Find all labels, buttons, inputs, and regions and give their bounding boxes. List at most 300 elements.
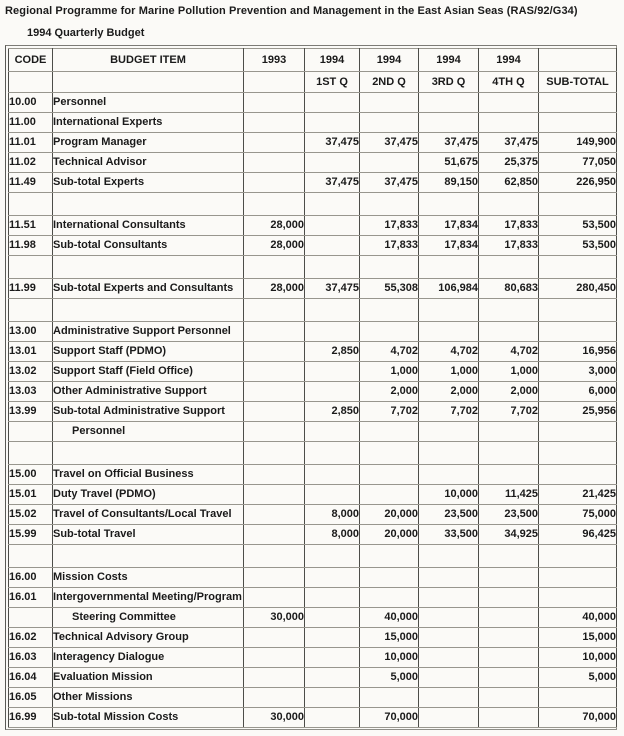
code-cell: 16.03 xyxy=(9,648,53,668)
subtotal-cell: 53,500 xyxy=(539,216,617,236)
value-q2-cell xyxy=(360,299,419,322)
value-q1-cell: 37,475 xyxy=(305,133,360,153)
table-row xyxy=(9,688,617,708)
header-row xyxy=(9,72,617,93)
column-header: 1993 xyxy=(244,49,305,72)
item-cell: Administrative Support Personnel xyxy=(53,322,244,342)
subtotal-cell xyxy=(539,299,617,322)
spacer-row xyxy=(9,193,617,216)
value-q2-cell xyxy=(360,588,419,608)
code-cell: 16.02 xyxy=(9,628,53,648)
code-cell: 11.98 xyxy=(9,236,53,256)
value-q3-cell xyxy=(419,588,479,608)
subtotal-cell: 226,950 xyxy=(539,173,617,193)
value-q1-cell xyxy=(305,708,360,728)
value-q4-cell: 2,000 xyxy=(479,382,539,402)
table-row xyxy=(9,342,617,362)
value-q2-cell: 1,000 xyxy=(360,362,419,382)
value-q1-cell: 37,475 xyxy=(305,173,360,193)
value-q2-cell: 15,000 xyxy=(360,628,419,648)
value-q3-cell xyxy=(419,465,479,485)
value-1993-cell xyxy=(244,342,305,362)
table-row xyxy=(9,708,617,728)
subtotal-cell: 53,500 xyxy=(539,236,617,256)
value-q4-cell: 37,475 xyxy=(479,133,539,153)
subtotal-cell xyxy=(539,588,617,608)
item-cell: Program Manager xyxy=(53,133,244,153)
column-header xyxy=(244,72,305,93)
value-q1-cell xyxy=(305,362,360,382)
value-q4-cell: 7,702 xyxy=(479,402,539,422)
code-cell xyxy=(9,545,53,568)
item-cell xyxy=(53,193,244,216)
value-q1-cell xyxy=(305,628,360,648)
value-q2-cell xyxy=(360,113,419,133)
item-cell xyxy=(53,299,244,322)
subtotal-cell: 25,956 xyxy=(539,402,617,422)
value-1993-cell xyxy=(244,362,305,382)
value-q4-cell xyxy=(479,628,539,648)
code-cell: 16.00 xyxy=(9,568,53,588)
column-header: SUB-TOTAL xyxy=(539,72,617,93)
value-q3-cell: 4,702 xyxy=(419,342,479,362)
code-cell: 11.02 xyxy=(9,153,53,173)
item-cell: Mission Costs xyxy=(53,568,244,588)
subtotal-cell xyxy=(539,688,617,708)
value-q2-cell xyxy=(360,465,419,485)
column-header: BUDGET ITEM xyxy=(53,49,244,72)
value-q1-cell xyxy=(305,648,360,668)
value-q1-cell xyxy=(305,688,360,708)
table-row xyxy=(9,362,617,382)
code-cell: 11.51 xyxy=(9,216,53,236)
value-q3-cell xyxy=(419,442,479,465)
value-q1-cell xyxy=(305,236,360,256)
code-cell: 15.99 xyxy=(9,525,53,545)
value-q4-cell xyxy=(479,422,539,442)
value-q4-cell xyxy=(479,322,539,342)
table-row xyxy=(9,322,617,342)
table-row xyxy=(9,173,617,193)
code-cell: 11.49 xyxy=(9,173,53,193)
value-q3-cell xyxy=(419,322,479,342)
spacer-row xyxy=(9,545,617,568)
subtotal-cell xyxy=(539,568,617,588)
code-cell: 11.99 xyxy=(9,279,53,299)
table-row xyxy=(9,93,617,113)
column-header: 3RD Q xyxy=(419,72,479,93)
table-row xyxy=(9,402,617,422)
value-q3-cell xyxy=(419,608,479,628)
value-q4-cell xyxy=(479,442,539,465)
item-cell: Travel of Consultants/Local Travel xyxy=(53,505,244,525)
column-header: 2ND Q xyxy=(360,72,419,93)
table-row xyxy=(9,153,617,173)
code-cell: 16.04 xyxy=(9,668,53,688)
value-q1-cell xyxy=(305,216,360,236)
value-q1-cell xyxy=(305,382,360,402)
table-row xyxy=(9,465,617,485)
item-cell: Other Administrative Support xyxy=(53,382,244,402)
table-head xyxy=(9,49,617,93)
value-q3-cell xyxy=(419,628,479,648)
value-q3-cell: 1,000 xyxy=(419,362,479,382)
budget-table-frame xyxy=(5,45,617,730)
value-1993-cell: 30,000 xyxy=(244,608,305,628)
value-q1-cell: 8,000 xyxy=(305,525,360,545)
value-q2-cell: 17,833 xyxy=(360,216,419,236)
value-q4-cell: 34,925 xyxy=(479,525,539,545)
value-q1-cell xyxy=(305,113,360,133)
code-cell: 13.03 xyxy=(9,382,53,402)
table-row xyxy=(9,279,617,299)
value-1993-cell xyxy=(244,628,305,648)
table-row xyxy=(9,608,617,628)
document-title: Regional Programme for Marine Pollution Prevention and Management in the East Asian Seas (RAS/92/G34) xyxy=(5,5,578,17)
spacer-row xyxy=(9,442,617,465)
code-cell xyxy=(9,299,53,322)
value-1993-cell xyxy=(244,422,305,442)
value-q3-cell: 17,834 xyxy=(419,236,479,256)
value-q2-cell xyxy=(360,485,419,505)
value-q1-cell: 2,850 xyxy=(305,342,360,362)
value-1993-cell xyxy=(244,402,305,422)
value-q4-cell xyxy=(479,93,539,113)
value-q2-cell: 4,702 xyxy=(360,342,419,362)
value-q4-cell: 17,833 xyxy=(479,236,539,256)
code-cell xyxy=(9,422,53,442)
value-q4-cell xyxy=(479,193,539,216)
value-q2-cell: 10,000 xyxy=(360,648,419,668)
value-1993-cell xyxy=(244,442,305,465)
value-q3-cell xyxy=(419,545,479,568)
value-1993-cell xyxy=(244,485,305,505)
code-cell: 13.99 xyxy=(9,402,53,422)
table-row xyxy=(9,525,617,545)
item-cell: Technical Advisory Group xyxy=(53,628,244,648)
value-q4-cell: 17,833 xyxy=(479,216,539,236)
subtotal-cell: 96,425 xyxy=(539,525,617,545)
item-cell: Sub-total Travel xyxy=(53,525,244,545)
table-row xyxy=(9,236,617,256)
value-q3-cell xyxy=(419,422,479,442)
table-row xyxy=(9,485,617,505)
value-1993-cell xyxy=(244,505,305,525)
column-header xyxy=(53,72,244,93)
value-q4-cell: 25,375 xyxy=(479,153,539,173)
value-q3-cell xyxy=(419,113,479,133)
value-q1-cell xyxy=(305,588,360,608)
value-q1-cell: 37,475 xyxy=(305,279,360,299)
value-1993-cell xyxy=(244,648,305,668)
value-q1-cell xyxy=(305,299,360,322)
value-1993-cell xyxy=(244,256,305,279)
value-1993-cell xyxy=(244,465,305,485)
item-cell: Support Staff (PDMO) xyxy=(53,342,244,362)
value-q4-cell: 23,500 xyxy=(479,505,539,525)
value-q2-cell: 37,475 xyxy=(360,133,419,153)
value-q1-cell xyxy=(305,322,360,342)
value-1993-cell xyxy=(244,545,305,568)
value-q1-cell xyxy=(305,608,360,628)
value-q3-cell xyxy=(419,568,479,588)
value-q4-cell xyxy=(479,113,539,133)
code-cell: 16.05 xyxy=(9,688,53,708)
value-q4-cell: 11,425 xyxy=(479,485,539,505)
value-1993-cell: 30,000 xyxy=(244,708,305,728)
subtotal-cell: 280,450 xyxy=(539,279,617,299)
item-cell: Intergovernmental Meeting/Program xyxy=(53,588,244,608)
item-cell xyxy=(53,545,244,568)
item-cell: Personnel xyxy=(53,422,244,442)
item-cell: Sub-total Consultants xyxy=(53,236,244,256)
subtotal-cell xyxy=(539,322,617,342)
table-row xyxy=(9,422,617,442)
value-q2-cell xyxy=(360,688,419,708)
table-body xyxy=(9,93,617,728)
value-q4-cell xyxy=(479,256,539,279)
code-cell: 16.01 xyxy=(9,588,53,608)
value-q2-cell: 7,702 xyxy=(360,402,419,422)
column-header: 1994 xyxy=(305,49,360,72)
value-q1-cell xyxy=(305,153,360,173)
value-q1-cell xyxy=(305,465,360,485)
code-cell: 16.99 xyxy=(9,708,53,728)
item-cell: International Experts xyxy=(53,113,244,133)
value-1993-cell xyxy=(244,588,305,608)
value-q1-cell xyxy=(305,485,360,505)
value-1993-cell: 28,000 xyxy=(244,279,305,299)
value-q1-cell xyxy=(305,545,360,568)
value-q2-cell: 17,833 xyxy=(360,236,419,256)
value-q1-cell xyxy=(305,568,360,588)
code-cell: 11.00 xyxy=(9,113,53,133)
table-row xyxy=(9,133,617,153)
table-row xyxy=(9,568,617,588)
table-row xyxy=(9,628,617,648)
value-q2-cell: 20,000 xyxy=(360,505,419,525)
value-1993-cell xyxy=(244,382,305,402)
value-q1-cell xyxy=(305,442,360,465)
value-q3-cell xyxy=(419,299,479,322)
item-cell: Interagency Dialogue xyxy=(53,648,244,668)
value-q3-cell: 89,150 xyxy=(419,173,479,193)
column-header: CODE xyxy=(9,49,53,72)
value-q3-cell: 37,475 xyxy=(419,133,479,153)
code-cell: 13.01 xyxy=(9,342,53,362)
item-cell: Duty Travel (PDMO) xyxy=(53,485,244,505)
item-cell: Steering Committee xyxy=(53,608,244,628)
subtotal-cell: 16,956 xyxy=(539,342,617,362)
subtotal-cell: 21,425 xyxy=(539,485,617,505)
value-q3-cell xyxy=(419,93,479,113)
value-q3-cell: 33,500 xyxy=(419,525,479,545)
value-q4-cell xyxy=(479,299,539,322)
budget-table xyxy=(8,48,617,728)
subtotal-cell xyxy=(539,545,617,568)
subtotal-cell: 77,050 xyxy=(539,153,617,173)
value-1993-cell xyxy=(244,173,305,193)
table-row xyxy=(9,668,617,688)
value-q3-cell xyxy=(419,668,479,688)
value-q3-cell: 2,000 xyxy=(419,382,479,402)
spacer-row xyxy=(9,299,617,322)
code-cell: 10.00 xyxy=(9,93,53,113)
table-row xyxy=(9,505,617,525)
column-header xyxy=(9,72,53,93)
item-cell: Evaluation Mission xyxy=(53,668,244,688)
value-q3-cell xyxy=(419,648,479,668)
value-1993-cell xyxy=(244,153,305,173)
value-q3-cell: 23,500 xyxy=(419,505,479,525)
value-q1-cell xyxy=(305,256,360,279)
value-q2-cell xyxy=(360,545,419,568)
value-1993-cell xyxy=(244,322,305,342)
column-header: 1ST Q xyxy=(305,72,360,93)
value-1993-cell xyxy=(244,193,305,216)
value-q2-cell: 40,000 xyxy=(360,608,419,628)
value-q2-cell xyxy=(360,153,419,173)
subtotal-cell: 15,000 xyxy=(539,628,617,648)
subtotal-cell: 75,000 xyxy=(539,505,617,525)
value-q2-cell xyxy=(360,568,419,588)
subtotal-cell: 10,000 xyxy=(539,648,617,668)
value-q2-cell: 20,000 xyxy=(360,525,419,545)
value-q2-cell: 2,000 xyxy=(360,382,419,402)
item-cell: International Consultants xyxy=(53,216,244,236)
subtotal-cell xyxy=(539,113,617,133)
subtotal-cell: 70,000 xyxy=(539,708,617,728)
value-q2-cell: 5,000 xyxy=(360,668,419,688)
value-q1-cell: 2,850 xyxy=(305,402,360,422)
table-row xyxy=(9,588,617,608)
value-1993-cell xyxy=(244,93,305,113)
value-q1-cell xyxy=(305,193,360,216)
column-header: 4TH Q xyxy=(479,72,539,93)
item-cell: Sub-total Experts xyxy=(53,173,244,193)
document-subtitle: 1994 Quarterly Budget xyxy=(27,27,145,39)
value-q3-cell: 17,834 xyxy=(419,216,479,236)
subtotal-cell xyxy=(539,256,617,279)
column-header: 1994 xyxy=(360,49,419,72)
value-q2-cell: 37,475 xyxy=(360,173,419,193)
subtotal-cell xyxy=(539,193,617,216)
subtotal-cell: 5,000 xyxy=(539,668,617,688)
value-q2-cell: 55,308 xyxy=(360,279,419,299)
subtotal-cell: 3,000 xyxy=(539,362,617,382)
value-q4-cell xyxy=(479,568,539,588)
value-q3-cell: 10,000 xyxy=(419,485,479,505)
value-1993-cell xyxy=(244,568,305,588)
value-1993-cell: 28,000 xyxy=(244,236,305,256)
value-q3-cell: 106,984 xyxy=(419,279,479,299)
spacer-row xyxy=(9,256,617,279)
value-q2-cell xyxy=(360,422,419,442)
item-cell: Support Staff (Field Office) xyxy=(53,362,244,382)
value-1993-cell xyxy=(244,299,305,322)
value-q4-cell: 1,000 xyxy=(479,362,539,382)
value-q2-cell: 70,000 xyxy=(360,708,419,728)
table-row xyxy=(9,216,617,236)
item-cell: Personnel xyxy=(53,93,244,113)
table-row xyxy=(9,648,617,668)
value-q1-cell: 8,000 xyxy=(305,505,360,525)
code-cell xyxy=(9,608,53,628)
value-q4-cell xyxy=(479,708,539,728)
subtotal-cell xyxy=(539,93,617,113)
subtotal-cell xyxy=(539,465,617,485)
value-q2-cell xyxy=(360,93,419,113)
subtotal-cell xyxy=(539,422,617,442)
subtotal-cell: 40,000 xyxy=(539,608,617,628)
value-q3-cell: 7,702 xyxy=(419,402,479,422)
table-row xyxy=(9,382,617,402)
value-1993-cell xyxy=(244,525,305,545)
value-q4-cell xyxy=(479,668,539,688)
value-q2-cell xyxy=(360,442,419,465)
header-row xyxy=(9,49,617,72)
column-header xyxy=(539,49,617,72)
item-cell xyxy=(53,442,244,465)
code-cell: 13.02 xyxy=(9,362,53,382)
item-cell: Technical Advisor xyxy=(53,153,244,173)
item-cell: Travel on Official Business xyxy=(53,465,244,485)
value-q4-cell: 4,702 xyxy=(479,342,539,362)
column-header: 1994 xyxy=(479,49,539,72)
value-q1-cell xyxy=(305,93,360,113)
code-cell: 11.01 xyxy=(9,133,53,153)
value-q4-cell xyxy=(479,608,539,628)
value-q4-cell xyxy=(479,465,539,485)
item-cell: Other Missions xyxy=(53,688,244,708)
item-cell xyxy=(53,256,244,279)
code-cell: 13.00 xyxy=(9,322,53,342)
value-1993-cell: 28,000 xyxy=(244,216,305,236)
item-cell: Sub-total Administrative Support xyxy=(53,402,244,422)
value-q4-cell xyxy=(479,648,539,668)
code-cell xyxy=(9,256,53,279)
table-row xyxy=(9,113,617,133)
code-cell xyxy=(9,193,53,216)
value-q3-cell xyxy=(419,688,479,708)
column-header: 1994 xyxy=(419,49,479,72)
subtotal-cell: 6,000 xyxy=(539,382,617,402)
value-q1-cell xyxy=(305,668,360,688)
code-cell: 15.02 xyxy=(9,505,53,525)
code-cell: 15.01 xyxy=(9,485,53,505)
code-cell: 15.00 xyxy=(9,465,53,485)
value-q1-cell xyxy=(305,422,360,442)
item-cell: Sub-total Mission Costs xyxy=(53,708,244,728)
value-q2-cell xyxy=(360,322,419,342)
subtotal-cell: 149,900 xyxy=(539,133,617,153)
value-q4-cell xyxy=(479,588,539,608)
value-q4-cell xyxy=(479,545,539,568)
value-q3-cell xyxy=(419,193,479,216)
code-cell xyxy=(9,442,53,465)
value-q3-cell xyxy=(419,708,479,728)
value-q2-cell xyxy=(360,256,419,279)
value-q3-cell xyxy=(419,256,479,279)
value-1993-cell xyxy=(244,668,305,688)
value-1993-cell xyxy=(244,133,305,153)
value-q4-cell: 62,850 xyxy=(479,173,539,193)
value-q4-cell: 80,683 xyxy=(479,279,539,299)
subtotal-cell xyxy=(539,442,617,465)
value-1993-cell xyxy=(244,113,305,133)
value-q2-cell xyxy=(360,193,419,216)
value-1993-cell xyxy=(244,688,305,708)
